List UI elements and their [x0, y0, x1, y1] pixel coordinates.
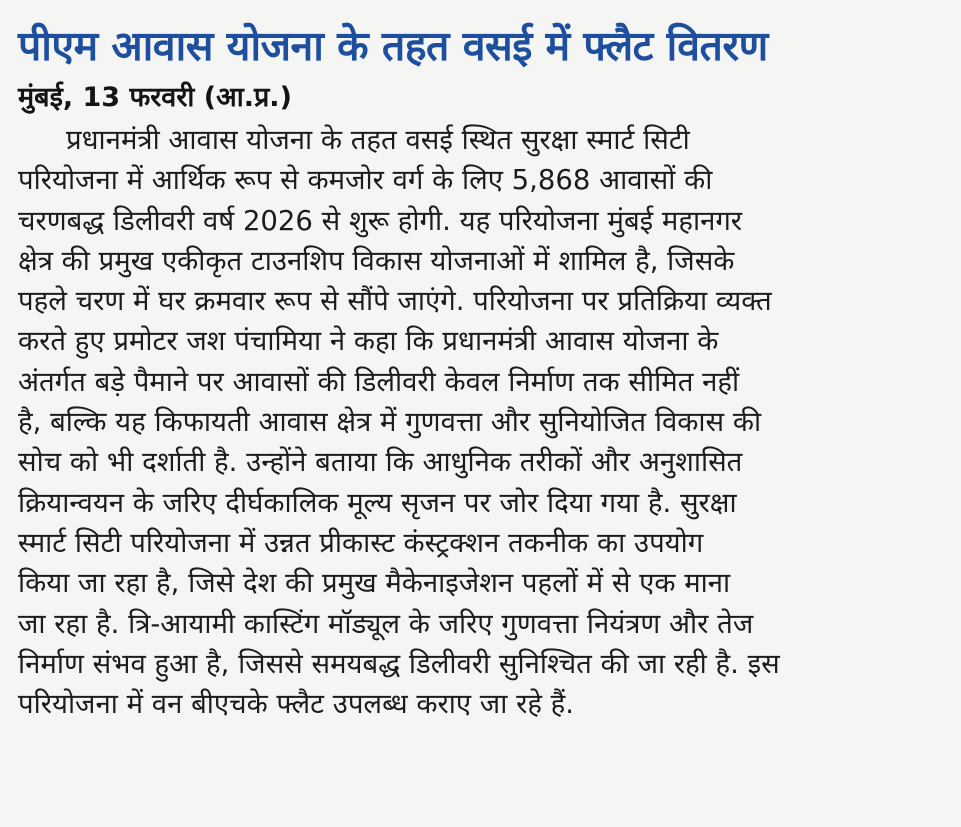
dateline: मुंबई, 13 फरवरी (आ.प्र.) [18, 82, 292, 113]
body-line: परियोजना में आर्थिक रूप से कमजोर वर्ग के लिए 5,868 आवासों की [18, 164, 713, 197]
body-line: चरणबद्ध डिलीवरी वर्ष 2026 से शुरू होगी. यह परियोजना मुंबई महानगर [18, 204, 743, 237]
body-line: प्रधानमंत्री आवास योजना के तहत वसई स्थित सुरक्षा स्मार्ट सिटी [66, 124, 690, 156]
article-body [18, 120, 943, 724]
body-line: किया जा रहा है, जिसे देश की प्रमुख मैकेनाइजेशन पहलों में से एक माना [18, 567, 731, 600]
body-line: अंतर्गत बड़े पैमाने पर आवासों की डिलीवरी केवल निर्माण तक सीमित नहीं [18, 365, 740, 398]
body-line: पहले चरण में घर क्रमवार रूप से सौंपे जाएंगे. परियोजना पर प्रतिक्रिया व्यक्त [18, 285, 772, 318]
body-line: करते हुए प्रमोटर जश पंचामिया ने कहा कि प्रधानमंत्री आवास योजना के [18, 325, 719, 358]
body-line: सोच को भी दर्शाती है. उन्होंने बताया कि आधुनिक तरीकों और अनुशासित [18, 446, 743, 479]
headline: पीएम आवास योजना के तहत वसई में फ्लैट वितरण [18, 22, 768, 70]
body-line: क्षेत्र की प्रमुख एकीकृत टाउनशिप विकास योजनाओं में शामिल है, जिसके [18, 244, 735, 277]
body-line: निर्माण संभव हुआ है, जिससे समयबद्ध डिलीवरी सुनिश्चित की जा रही है. इस [18, 647, 780, 680]
body-line: क्रियान्वयन के जरिए दीर्घकालिक मूल्य सृजन पर जोर दिया गया है. सुरक्षा [18, 486, 737, 519]
body-line: है, बल्कि यह किफायती आवास क्षेत्र में गुणवत्ता और सुनियोजित विकास की [18, 406, 762, 439]
body-line: जा रहा है. त्रि-आयामी कास्टिंग मॉड्यूल के जरिए गुणवत्ता नियंत्रण और तेज [18, 607, 754, 640]
body-line: परियोजना में वन बीएचके फ्लैट उपलब्ध कराए जा रहे हैं. [18, 688, 575, 721]
body-line: स्मार्ट सिटी परियोजना में उन्नत प्रीकास्ट कंस्ट्रक्शन तकनीक का उपयोग [18, 526, 704, 559]
